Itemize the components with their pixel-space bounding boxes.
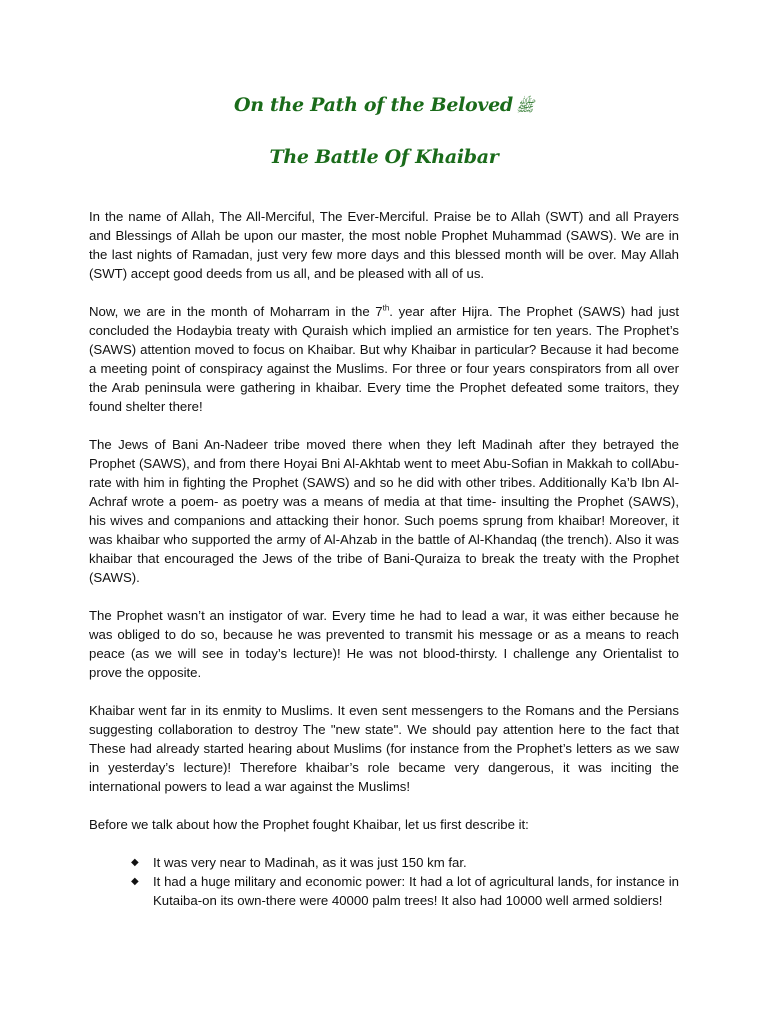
bullet-diamond-icon: ◆ <box>131 857 139 868</box>
ordinal-suffix: th <box>382 303 390 313</box>
bullet-diamond-icon: ◆ <box>131 876 139 887</box>
paragraph-4: The Prophet wasn’t an instigator of war. Every time he had to lead a war, it was either because he was obliged to do so, because he was prevented to transmit his message or as a means to reach peace (as we will see in today’s lecture)! He was not blood-thirsty. I challenge any Orientalist to prove the opposite. <box>89 608 679 680</box>
bullet-list <box>89 853 679 910</box>
paragraph-5: Khaibar went far in its enmity to Muslims. It even sent messengers to the Romans and the Persians suggesting collaboration to destroy The "new state". We should pay attention here to the fact that These had already started hearing about Muslims (for instance from the Prophet’s letters as we saw in yesterday’s lecture)! Therefore khaibar’s role became very dangerous, it was inciting the international powers to lead a war against the Muslims! <box>89 703 679 794</box>
saws-symbol-icon: ﷺ <box>515 97 535 115</box>
list-item-text: It was very near to Madinah, as it was just 150 km far. <box>153 855 467 870</box>
paragraph-2-start: Now, we are in the month of Moharram in the 7 <box>89 304 383 319</box>
paragraph-3: The Jews of Bani An-Nadeer tribe moved there when they left Madinah after they betrayed the Prophet (SAWS), and from there Hoyai Bni Al-Akhtab went to meet Abu-Sofian in Makkah to collAbu-rate with him in fighting the Prophet (SAWS) and so he did with other tribes. Additionally Ka’b Ibn Al-Achraf wrote a poem- as poetry was a means of media at that time- insulting the Prophet (SAWS), his wives and companions and attacking their honor. Such poems sprung from khaibar! Moreover, it was khaibar who supported the army of Al-Ahzab in the battle of Al-Khandaq (the trench). Also it was khaibar that encouraged the Jews of the tribe of Bani-Quraiza to break the treaty with the Prophet (SAWS). <box>89 437 679 585</box>
paragraph-2-rest: . year after Hijra. The Prophet (SAWS) had just concluded the Hodaybia treaty with Quraish which implied an armistice for ten years. The Prophet’s (SAWS) attention moved to focus on Khaibar. But why Khaibar in particular? Because it had become a meeting point of conspiracy against the Muslims. For three or four years conspirators from all over the Arab peninsula were gathering in khaibar. Every time the Prophet defeated some traitors, they found shelter there! <box>89 304 679 414</box>
list-item <box>131 853 679 872</box>
paragraph-6: Before we talk about how the Prophet fought Khaibar, let us first describe it: <box>89 817 529 832</box>
paragraph-2 <box>89 302 679 416</box>
paragraph-1: In the name of Allah, The All-Merciful, The Ever-Merciful. Praise be to Allah (SWT) and all Prayers and Blessings of Allah be upon our master, the most noble Prophet Muhammad (SAWS). We are in the last nights of Ramadan, just very few more days and this blessed month will be over. May Allah (SWT) accept good deeds from us all, and be pleased with all of us. <box>89 209 679 281</box>
document-body <box>89 207 679 910</box>
document-subtitle: The Battle Of Khaibar <box>269 146 499 168</box>
document-title <box>0 94 768 119</box>
list-item-text: It had a huge military and economic power: It had a lot of agricultural lands, for instance in Kutaiba-on its own-there were 40000 palm trees! It also had 10000 well armed soldiers! <box>153 874 679 908</box>
list-item <box>131 872 679 910</box>
title-text: On the Path of the Beloved <box>233 94 513 116</box>
